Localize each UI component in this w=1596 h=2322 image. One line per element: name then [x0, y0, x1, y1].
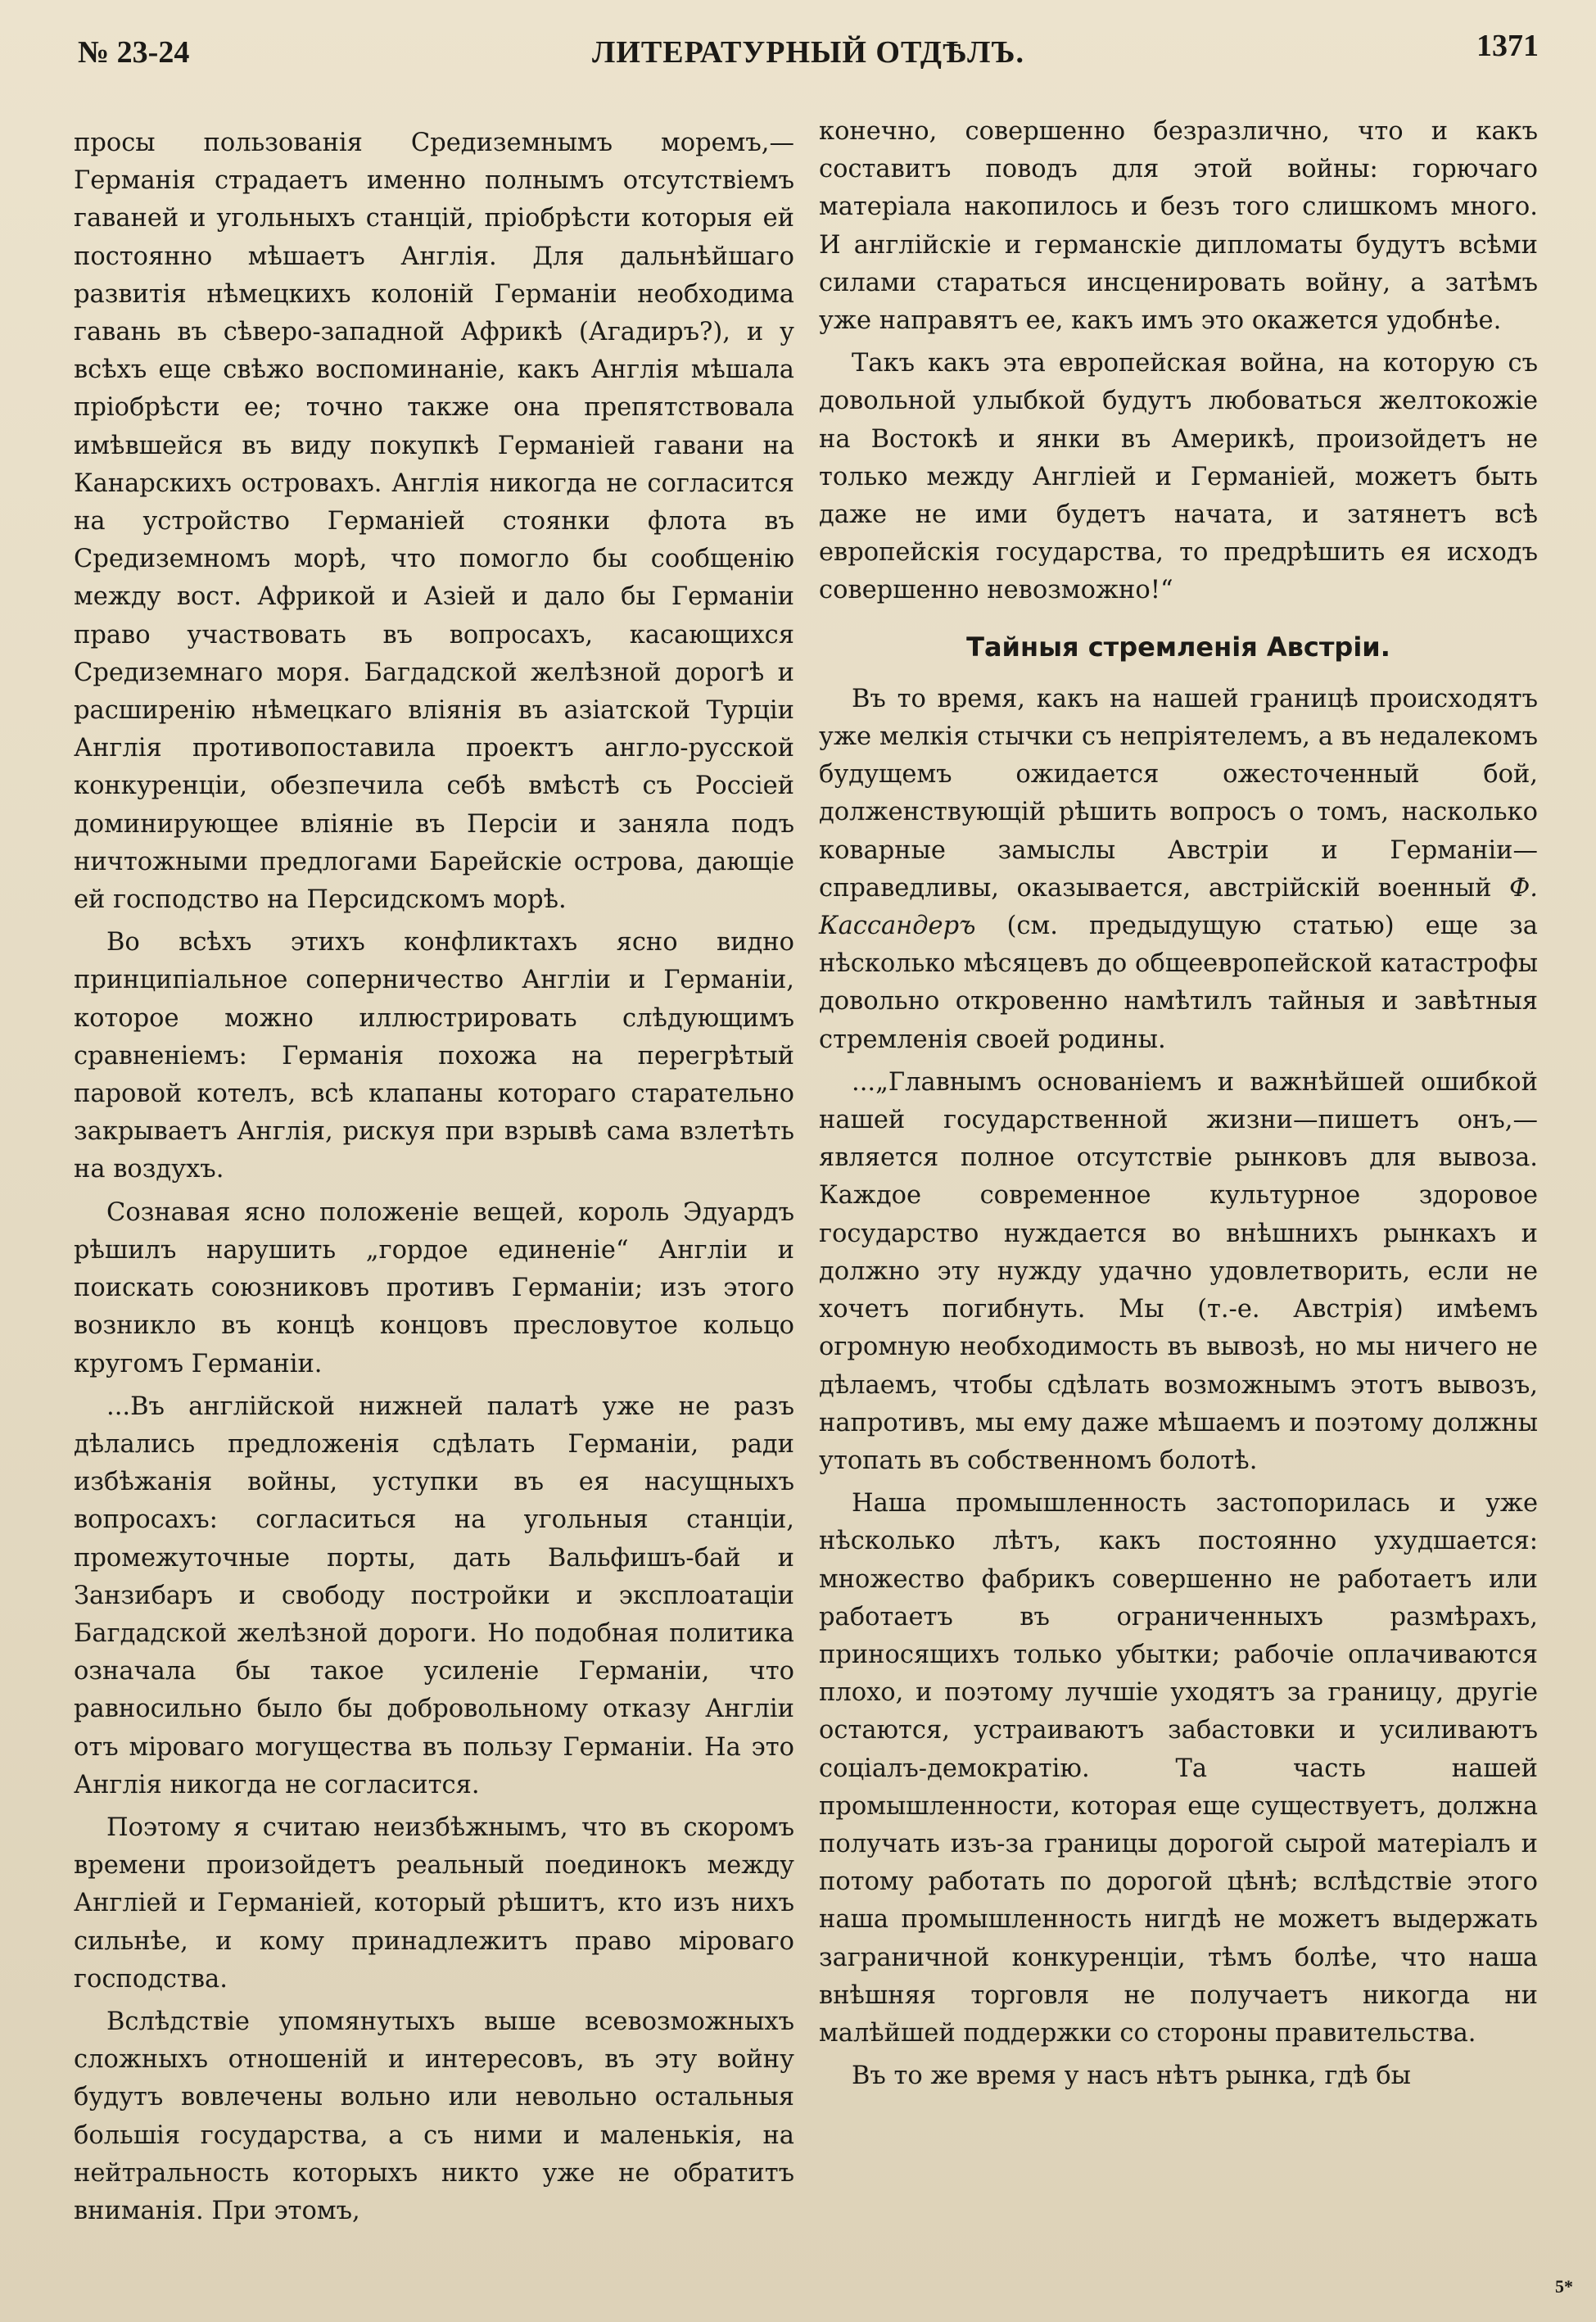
paragraph-text: Въ то время, какъ на нашей границѣ происходятъ уже мелкія стычки съ непріятелемъ, а въ недалекомъ будущемъ ожидается ожесточенный бой, долженствующій рѣшить вопросъ о томъ, насколько коварные замыслы Австріи и Германіи—справедливы, оказывается, австрійскій военный [819, 684, 1538, 903]
paragraph: ...„Главнымъ основаніемъ и важнѣйшей ошибкой нашей государственной жизни—пишетъ онъ,—является полное отсутствіе рынковъ для вывоза. Каждое современное культурное здоровое государство нуждается во внѣшнихъ рынкахъ и должно эту нужду удачно удовлетворить, если не хочетъ погибнуть. Мы (т.-е. Австрія) имѣемъ огромную необходимость въ вывозѣ, но мы ничего не дѣлаемъ, чтобы сдѣлать возможнымъ этотъ вывозъ, напротивъ, мы ему даже мѣшаемъ и поэтому должны утопать въ собственномъ болотѣ. [819, 1067, 1538, 1475]
paragraph: Поэтому я считаю неизбѣжнымъ, что въ скоромъ времени произойдетъ реальный поединокъ между Англіей и Германіей, который рѣшитъ, кто изъ нихъ сильнѣе, и кому принадлежитъ право міроваго господства. [74, 1813, 794, 1994]
page-header [78, 25, 1539, 74]
paragraph: Во всѣхъ этихъ конфликтахъ ясно видно принципіальное соперничество Англіи и Германіи, которое можно иллюстрировать слѣдующимъ сравненіемъ: Германія похожа на перегрѣтый паровой котелъ, всѣ клапаны котораго старательно закрываетъ Англія, рискуя при взрывѣ сама взлетѣть на воздухъ. [74, 928, 794, 1184]
paragraph: Такъ какъ эта европейская война, на которую съ довольной улыбкой будутъ любоваться желтокожіе на Востокѣ и янки въ Америкѣ, произойдетъ не только между Англіей и Германіей, можетъ быть даже не ими будетъ начата, и затянетъ всѣ европейскія государства, то предрѣшить ея исходъ совершенно невозможно!“ [819, 349, 1538, 605]
article-subheading: Тайныя стремленія Австріи. [966, 631, 1390, 663]
paragraph [819, 681, 1538, 1059]
right-column [819, 113, 1538, 2095]
issue-number: № 23-24 [78, 35, 190, 70]
paragraph: конечно, совершенно безразлично, что и какъ составитъ поводъ для этой войны: горючаго матеріала накопилось и безъ того слишкомъ много. И англійскіе и германскіе дипломаты будутъ всѣми силами стараться инсценировать войну, а затѣмъ уже направятъ ее, какъ имъ это окажется удобнѣе. [819, 117, 1538, 336]
author-name: Ф. Кассандеръ [819, 873, 1538, 941]
paragraph: Вслѣдствіе упомянутыхъ выше всевозможныхъ сложныхъ отношеній и интересовъ, въ эту войну будутъ вовлечены вольно или невольно остальныя большія государства, а съ ними и маленькія, на нейтральность которыхъ никто уже не обратитъ вниманія. При этомъ, [74, 2007, 794, 2225]
section-title: ЛИТЕРАТУРНЫЙ ОТДѢЛЪ. [592, 35, 1024, 70]
paragraph: Наша промышленность застопорилась и уже нѣсколько лѣтъ, какъ постоянно ухудшается: множество фабрикъ совершенно не работаетъ или работаетъ въ ограниченныхъ размѣрахъ, приносящихъ только убытки; рабочіе оплачиваются плохо, и поэтому лучшіе уходятъ за границу, другіе остаются, устраиваютъ забастовки и усиливаютъ соціалъ-демократію. Та часть нашей промышленности, которая еще существуетъ, должна получать изъ-за границы дорогой сырой матеріалъ и потому работать по дорогой цѣнѣ; вслѣдствіе этого наша промышленность нигдѣ не можетъ выдержать заграничной конкуренціи, тѣмъ болѣе, что наша внѣшняя торговля не получаетъ никогда ни малѣйшей поддержки со стороны правительства. [819, 1489, 1538, 2048]
paragraph: просы пользованія Средиземнымъ моремъ,— Германія страдаетъ именно полнымъ отсутствіемъ гаваней и угольныхъ станцій, пріобрѣсти которыя ей постоянно мѣшаетъ Англія. Для дальнѣйшаго развитія нѣмецкихъ колоній Германіи необходима гавань въ сѣверо-западной Африкѣ (Агадиръ?), и у всѣхъ еще свѣжо воспоминаніе, какъ Англія мѣшала пріобрѣсти ее; точно также она препятствовала имѣвшейся въ виду покупкѣ Германіей гавани на Канарскихъ островахъ. Англія никогда не согласится на устройство Германіей стоянки флота въ Средиземномъ морѣ, что помогло бы сообщенію между вост. Африкой и Азіей и дало бы Германіи право участвовать въ вопросахъ, касающихся Средиземнаго моря. Багдадской желѣзной дорогѣ и расширенію нѣмецкаго вліянія въ азіатской Турціи Англія противопоставила проектъ англо-русской конкуренціи, обезпечила себѣ вмѣстѣ съ Россіей доминирующее вліяніе въ Персіи и заняла подъ ничтожными предлогами Барейскіе острова, дающіе ей господство на Персидскомъ морѣ. [74, 129, 794, 915]
paragraph: Сознавая ясно положеніе вещей, король Эдуардъ рѣшилъ нарушить „гордое единеніе“ Англіи и поискать союзниковъ противъ Германіи; изъ этого возникло въ концѣ концовъ пресловутое кольцо кругомъ Германіи. [74, 1197, 794, 1378]
paragraph: Въ то же время у насъ нѣтъ рынка, гдѣ бы [852, 2062, 1411, 2091]
paragraph: ...Въ англійской нижней палатѣ уже не разъ дѣлались предложенія сдѣлать Германіи, ради избѣжанія войны, уступки въ ея насущныхъ вопросахъ: согласиться на угольныя станціи, промежуточные порты, дать Вальфишъ-бай и Занзибаръ и свободу постройки и эксплоатаціи Багдадской желѣзной дороги. Но подобная политика означала бы такое усиленіе Германіи, что равносильно было бы добровольному отказу Англіи отъ міроваго могущества въ пользу Германіи. На это Англія никогда не согласится. [74, 1392, 794, 1799]
paragraph-text: (см. предыдущую статью) еще за нѣсколько мѣсяцевъ до общеевропейской катастрофы довольно откровенно намѣтилъ тайныя и завѣтныя стремленія своей родины. [819, 912, 1538, 1054]
page-number: 1371 [1476, 29, 1539, 63]
signature-mark: 5* [1555, 2276, 1573, 2297]
left-column [74, 124, 794, 2230]
